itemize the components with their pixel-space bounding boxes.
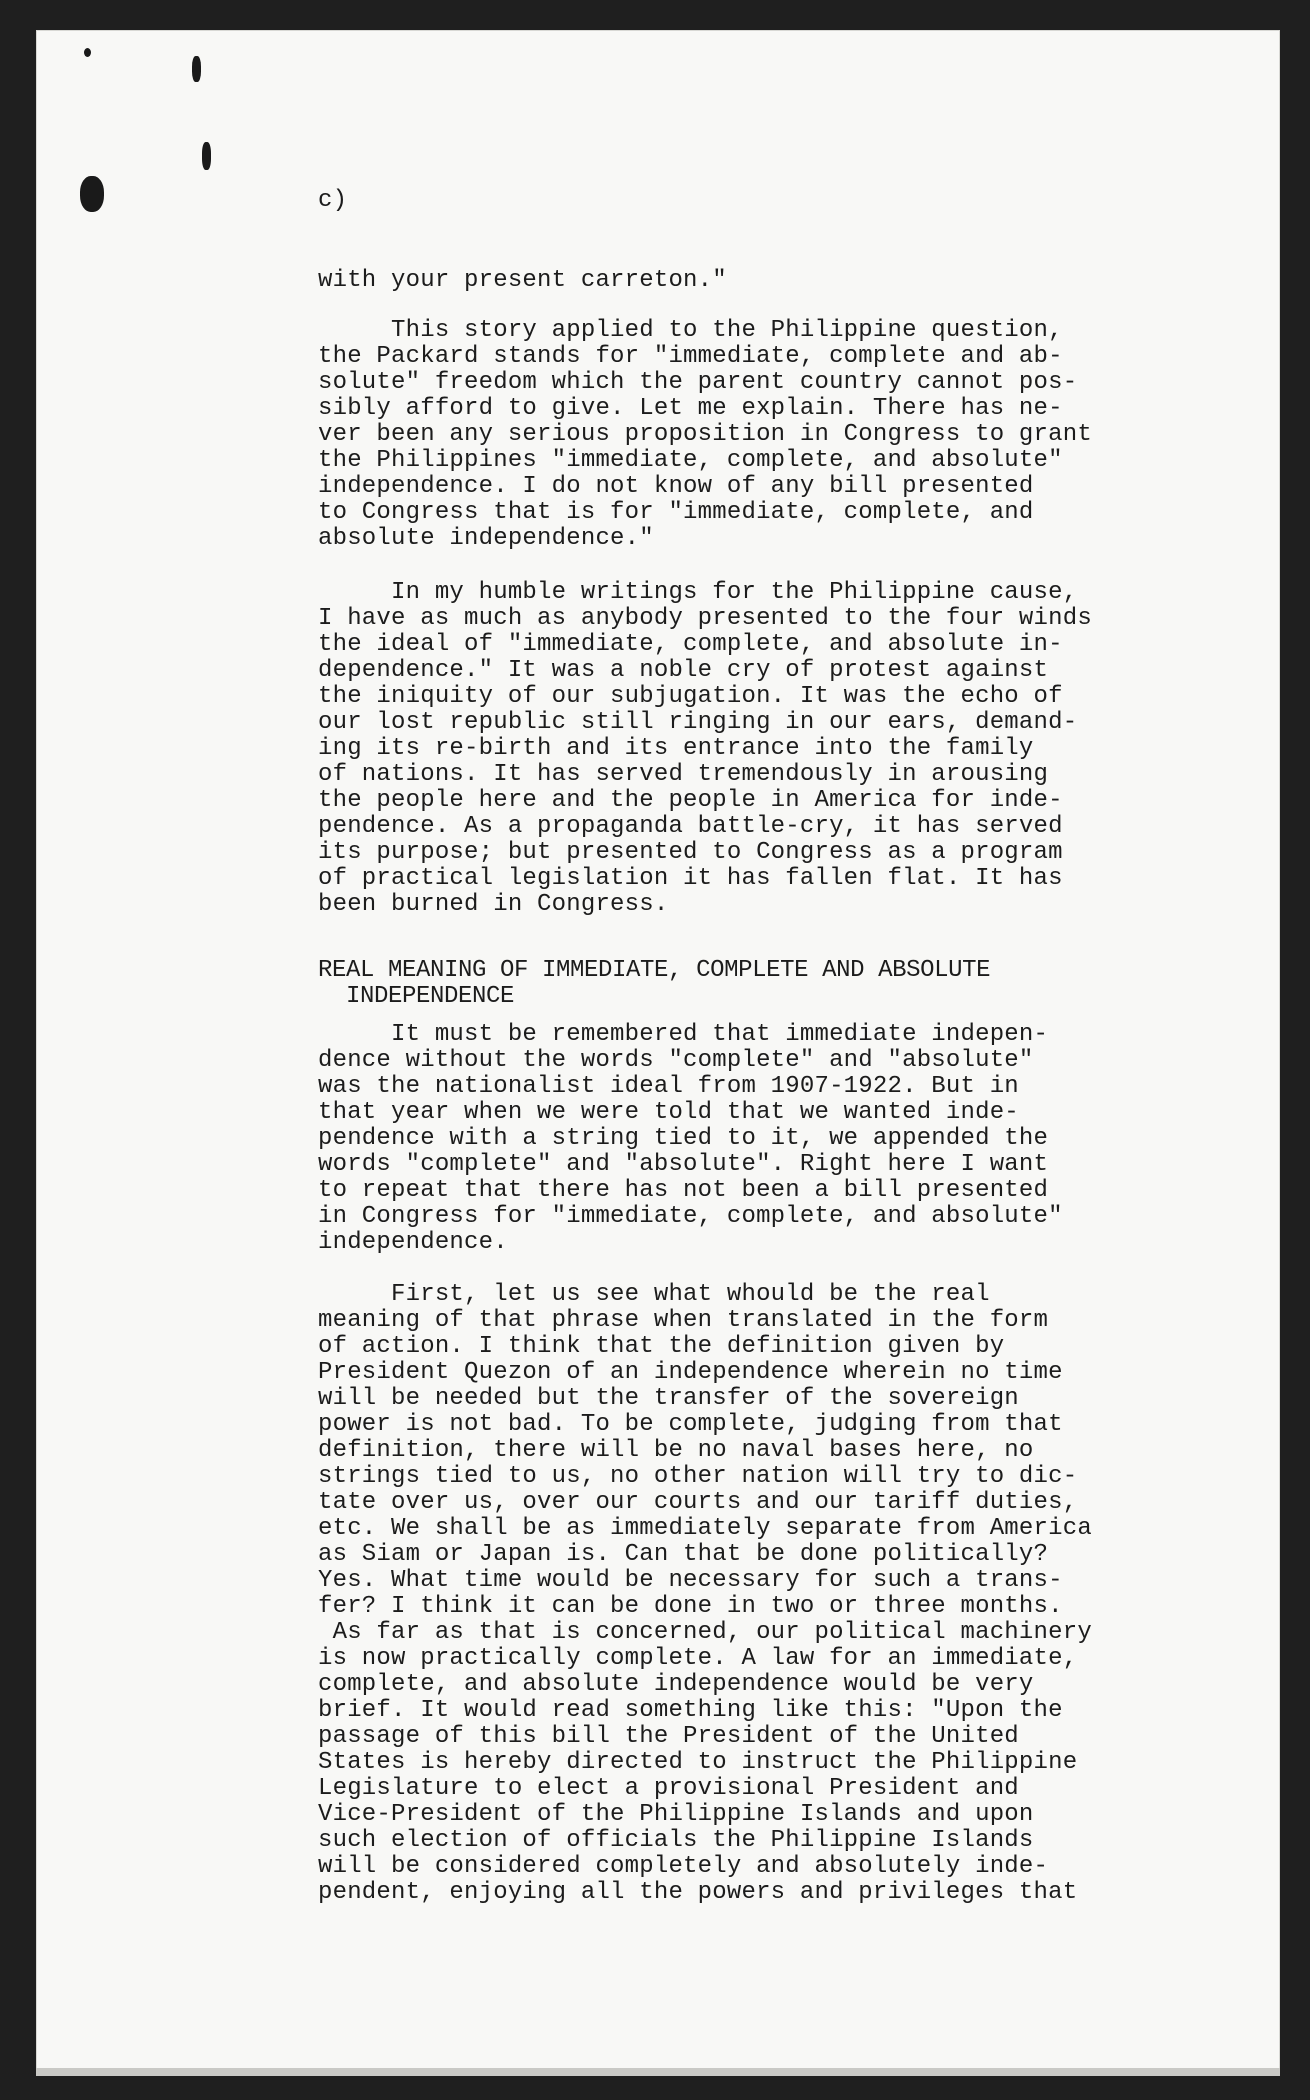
text-line: was the nationalist ideal from 1907-1922. But in <box>318 1073 1019 1100</box>
paragraph-3 <box>318 580 1178 918</box>
punch-hole-mark <box>80 176 104 212</box>
text-line: Legislature to elect a provisional President and <box>318 1775 1019 1802</box>
text-line: the Philippines "immediate, complete, and absolute" <box>318 447 1063 474</box>
ink-speck <box>192 56 201 82</box>
text-line: States is hereby directed to instruct the Philippine <box>318 1749 1078 1776</box>
text-line: fer? I think it can be done in two or three months. <box>318 1593 1063 1620</box>
paragraph-2 <box>318 318 1178 552</box>
text-line: Yes. What time would be necessary for such a trans- <box>318 1567 1063 1594</box>
text-line: with your present carreton." <box>318 267 727 294</box>
text-line: Vice-President of the Philippine Islands and upon <box>318 1801 1034 1828</box>
page-bottom-edge <box>36 2068 1280 2076</box>
text-line: ing its re-birth and its entrance into the family <box>318 735 1034 762</box>
text-line: sibly afford to give. Let me explain. There has ne- <box>318 395 1063 422</box>
paragraph-5 <box>318 1282 1178 1906</box>
text-line: dence without the words "complete" and "absolute" <box>318 1047 1034 1074</box>
text-line: our lost republic still ringing in our ears, demand- <box>318 709 1078 736</box>
text-line: etc. We shall be as immediately separate from America <box>318 1515 1092 1542</box>
text-line: the ideal of "immediate, complete, and absolute in- <box>318 631 1063 658</box>
text-line: such election of officials the Philippine Islands <box>318 1827 1034 1854</box>
text-line: will be considered completely and absolutely inde- <box>318 1853 1049 1880</box>
text-line: is now practically complete. A law for an immediate, <box>318 1645 1078 1672</box>
text-line: strings tied to us, no other nation will try to dic- <box>318 1463 1078 1490</box>
text-line: the Packard stands for "immediate, complete and ab- <box>318 343 1063 370</box>
text-line: will be needed but the transfer of the sovereign <box>318 1385 1019 1412</box>
text-line: pendent, enjoying all the powers and privileges that <box>318 1879 1078 1906</box>
text-line: First, let us see what whould be the real <box>318 1281 990 1308</box>
text-line: pendence. As a propaganda battle-cry, it has served <box>318 813 1063 840</box>
text-line: to Congress that is for "immediate, complete, and <box>318 499 1034 526</box>
text-line: independence. <box>318 1229 508 1256</box>
text-line: the people here and the people in America for inde- <box>318 787 1063 814</box>
text-line: It must be remembered that immediate indepen- <box>318 1021 1049 1048</box>
text-line: complete, and absolute independence would be very <box>318 1671 1034 1698</box>
text-line: ver been any serious proposition in Congress to grant <box>318 421 1092 448</box>
text-line: dependence." It was a noble cry of protest against <box>318 657 1049 684</box>
text-line: that year when we were told that we wanted inde- <box>318 1099 1019 1126</box>
heading-line: INDEPENDENCE <box>318 983 515 1010</box>
text-line: President Quezon of an independence wherein no time <box>318 1359 1063 1386</box>
page-label <box>318 188 1178 214</box>
text-line: independence. I do not know of any bill presented <box>318 473 1034 500</box>
paragraph-1 <box>318 268 1178 294</box>
text-line: solute" freedom which the parent country cannot pos- <box>318 369 1078 396</box>
section-heading <box>318 958 1178 1010</box>
text-line: of practical legislation it has fallen flat. It has <box>318 865 1063 892</box>
text-line: tate over us, over our courts and our tariff duties, <box>318 1489 1078 1516</box>
ink-speck <box>202 142 211 170</box>
text-line: I have as much as anybody presented to the four winds <box>318 605 1092 632</box>
text-line: to repeat that there has not been a bill presented <box>318 1177 1049 1204</box>
text-line: pendence with a string tied to it, we appended the <box>318 1125 1049 1152</box>
text-line: of action. I think that the definition given by <box>318 1333 1005 1360</box>
text-line: the iniquity of our subjugation. It was the echo of <box>318 683 1063 710</box>
text-line: been burned in Congress. <box>318 891 669 918</box>
text-line: In my humble writings for the Philippine cause, <box>318 579 1078 606</box>
text-line: As far as that is concerned, our political machinery <box>318 1619 1092 1646</box>
ink-speck <box>84 48 91 57</box>
text-line: brief. It would read something like this: "Upon the <box>318 1697 1063 1724</box>
text-line: definition, there will be no naval bases here, no <box>318 1437 1034 1464</box>
heading-line: REAL MEANING OF IMMEDIATE, COMPLETE AND ABSOLUTE <box>318 957 991 984</box>
text-line: power is not bad. To be complete, judging from that <box>318 1411 1063 1438</box>
text-line: meaning of that phrase when translated in the form <box>318 1307 1049 1334</box>
text-line: in Congress for "immediate, complete, and absolute" <box>318 1203 1063 1230</box>
text-line: of nations. It has served tremendously in arousing <box>318 761 1049 788</box>
text-line: its purpose; but presented to Congress as a program <box>318 839 1063 866</box>
page-label-text: c) <box>318 187 348 214</box>
paragraph-4 <box>318 1022 1178 1256</box>
text-line: passage of this bill the President of the United <box>318 1723 1019 1750</box>
text-line: as Siam or Japan is. Can that be done politically? <box>318 1541 1049 1568</box>
text-line: words "complete" and "absolute". Right here I want <box>318 1151 1049 1178</box>
text-line: absolute independence." <box>318 525 654 552</box>
text-line: This story applied to the Philippine question, <box>318 317 1063 344</box>
